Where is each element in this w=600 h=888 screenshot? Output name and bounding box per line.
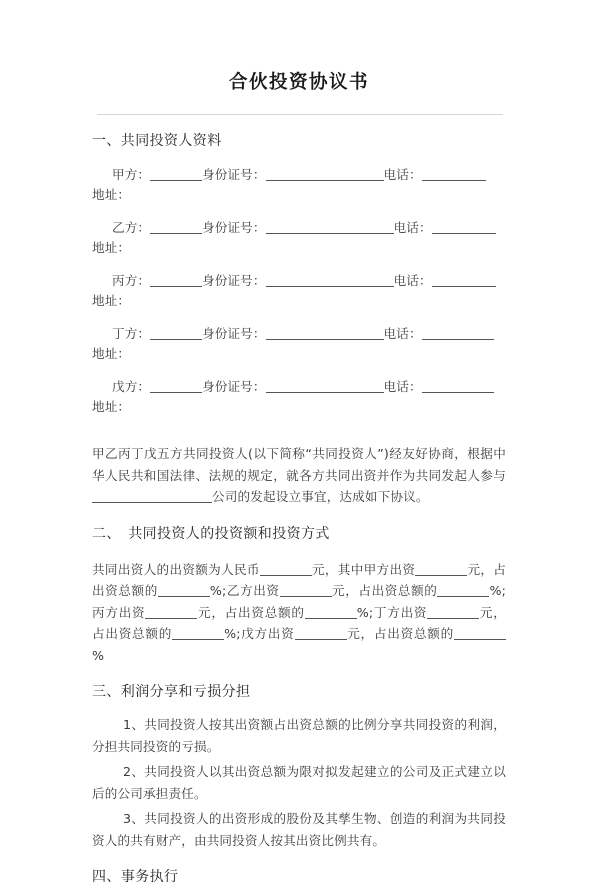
party-label: 乙方： — [112, 220, 151, 235]
amount-text-1: 元，其中甲方出资 — [311, 561, 416, 577]
phone-label: 电话： — [393, 220, 432, 235]
document-content — [92, 0, 506, 888]
clause-item: 1、共同投资人按其出资额占出资总额的比例分享共同投资的利润，分担共同投资的亏损。 — [92, 717, 506, 754]
id-label: 身份证号： — [202, 379, 266, 394]
id-number-blank[interactable] — [266, 167, 384, 181]
phone-label: 电话： — [393, 273, 432, 288]
id-number-blank[interactable] — [266, 326, 384, 340]
id-number-blank[interactable] — [266, 220, 394, 234]
phone-blank[interactable] — [422, 167, 486, 181]
amount-text-8: 元，占出资总额的 — [92, 604, 506, 641]
party-name-blank[interactable] — [150, 167, 202, 181]
amount-text-2: 元，占出资总额的 — [92, 561, 507, 598]
jia-percent-blank[interactable] — [158, 583, 210, 597]
company-name-blank-b[interactable] — [140, 489, 212, 503]
party-block-yi — [92, 218, 506, 258]
address-label: 地址： — [92, 399, 131, 414]
bing-percent-blank[interactable] — [305, 605, 357, 619]
address-label: 地址： — [92, 346, 131, 361]
party-line — [92, 324, 506, 344]
phone-blank[interactable] — [432, 273, 496, 287]
party-label: 甲方： — [112, 167, 151, 182]
section-heading-1: 一、共同投资人资料 — [92, 133, 222, 149]
yi-amount-blank[interactable] — [280, 583, 332, 597]
ding-amount-blank[interactable] — [427, 605, 479, 619]
party-line — [92, 165, 506, 185]
id-number-blank[interactable] — [266, 273, 394, 287]
amount-text-0: 共同出资人的出资额为人民币 — [92, 561, 260, 577]
party-label: 戊方： — [112, 379, 151, 394]
phone-label: 电话： — [383, 326, 422, 341]
party-name-blank[interactable] — [150, 273, 202, 287]
investment-amount-paragraph — [92, 559, 506, 667]
clause-item: 3、共同投资人的出资形成的股份及其孳生物、创造的利润为共同投资人的共有财产，由共同投资人按其出资比例共有。 — [92, 811, 506, 848]
preamble-text-part1: 甲乙丙丁戊五方共同投资人(以下简称“共同投资人”)经友好协商，根据中华人民共和国法律、法规的规定，就各方共同出资并作为共同发起人参与 — [92, 446, 506, 483]
amount-text-3: %;乙方出资 — [209, 583, 280, 598]
section-heading-3: 三、利润分享和亏损分担 — [92, 684, 251, 700]
phone-blank[interactable] — [422, 326, 494, 340]
amount-text-5: %;丙方出资 — [92, 583, 506, 620]
id-label: 身份证号： — [202, 273, 266, 288]
amount-text-10: 元，占出资总额的 — [346, 626, 454, 641]
party-label: 丙方： — [112, 273, 151, 288]
preamble-text-part2: 公司的发起设立事宜，达成如下协议。 — [212, 489, 429, 504]
phone-label: 电话： — [383, 167, 422, 182]
section-heading-2: 二、 共同投资人的投资额和投资方式 — [92, 525, 330, 542]
ding-percent-blank[interactable] — [172, 626, 224, 640]
party-name-blank[interactable] — [150, 379, 202, 393]
jia-amount-blank[interactable] — [415, 562, 467, 576]
address-label: 地址： — [92, 240, 131, 255]
phone-blank[interactable] — [422, 379, 494, 393]
company-name-blank-a[interactable] — [92, 489, 140, 503]
amount-text-11: % — [92, 647, 105, 663]
amount-text-6: 元，占出资总额的 — [197, 604, 305, 620]
clause-item: 2、共同投资人以其出资总额为限对拟发起建立的公司及正式建立以后的公司承担责任。 — [92, 764, 506, 801]
party-name-blank[interactable] — [150, 326, 202, 340]
phone-blank[interactable] — [432, 220, 496, 234]
party-line — [92, 218, 506, 238]
amount-text-9: %;戊方出资 — [224, 626, 295, 641]
party-block-ding — [92, 324, 506, 364]
phone-label: 电话： — [383, 379, 422, 394]
address-label: 地址： — [92, 187, 131, 202]
party-name-blank[interactable] — [150, 220, 202, 234]
party-block-bing — [92, 271, 506, 311]
party-line — [92, 271, 506, 291]
party-line — [92, 377, 506, 397]
id-label: 身份证号： — [202, 220, 266, 235]
party-block-wu — [92, 377, 506, 417]
id-label: 身份证号： — [202, 326, 266, 341]
amount-text-4: 元，占出资总额的 — [331, 583, 438, 598]
wu-percent-blank[interactable] — [454, 626, 506, 640]
id-label: 身份证号： — [202, 167, 266, 182]
address-label: 地址： — [92, 293, 131, 308]
preamble-paragraph — [92, 443, 506, 508]
amount-text-7: %;丁方出资 — [356, 604, 428, 620]
total-amount-blank[interactable] — [260, 562, 312, 576]
page-title: 合伙投资协议书 — [228, 72, 369, 93]
yi-percent-blank[interactable] — [437, 583, 489, 597]
bing-amount-blank[interactable] — [145, 605, 197, 619]
title-divider — [97, 114, 503, 115]
section-heading-4: 四、事务执行 — [92, 869, 179, 885]
party-label: 丁方： — [112, 326, 151, 341]
id-number-blank[interactable] — [266, 379, 384, 393]
wu-amount-blank[interactable] — [295, 626, 347, 640]
party-block-jia — [92, 165, 506, 205]
